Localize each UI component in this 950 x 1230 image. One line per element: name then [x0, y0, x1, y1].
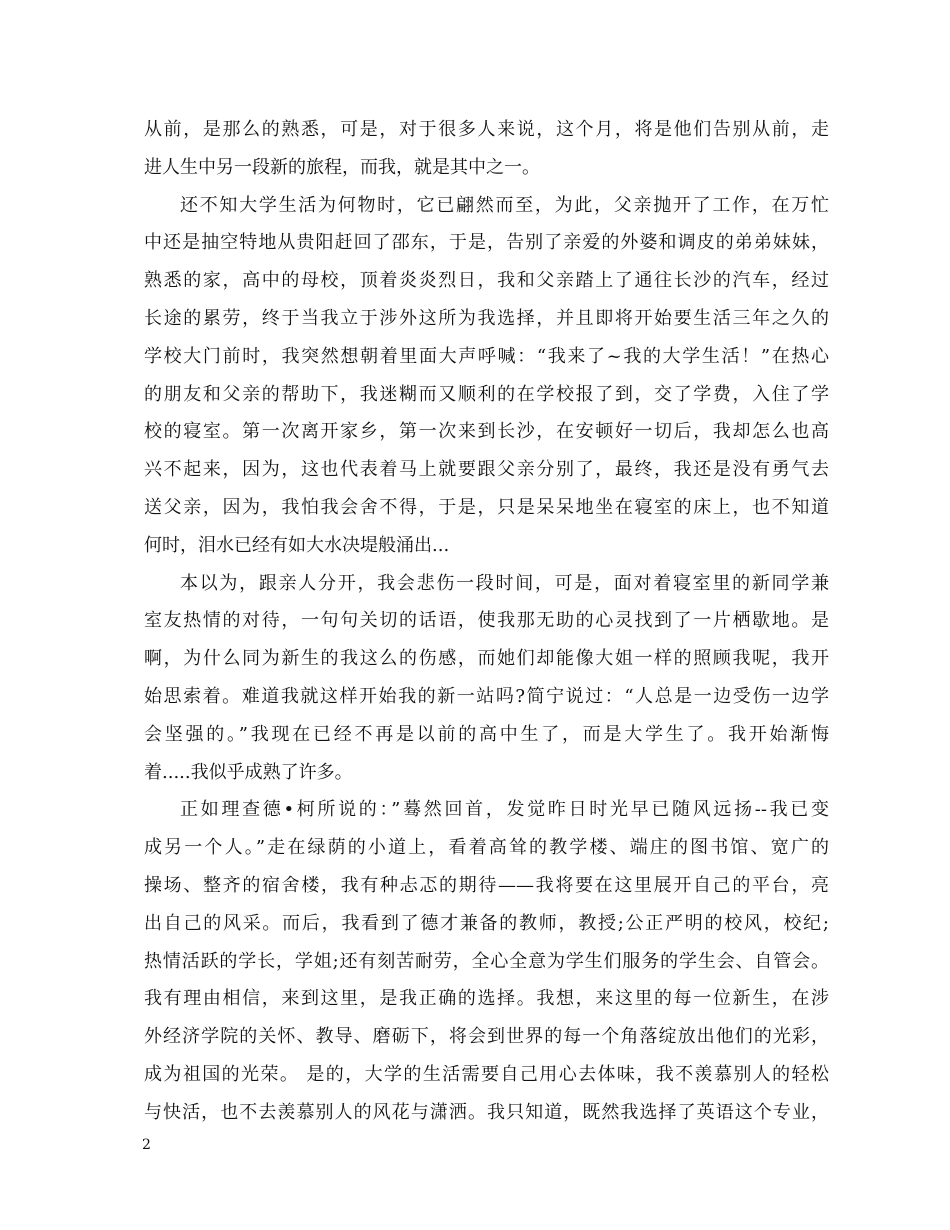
text-line: 热情活跃的学长，学姐;还有刻苦耐劳，全心全意为学生们服务的学生会、自管会。 — [144, 950, 829, 972]
page-number: 2 — [142, 1137, 151, 1153]
text-line: 送父亲，因为，我怕我会舍不得，于是，只是呆呆地坐在寝室的床上，也不知道 — [144, 496, 829, 518]
text-line: 学校大门前时，我突然想朝着里面大声呼喊：“我来了~我的大学生活！”在热心 — [144, 345, 829, 367]
text-line: 校的寝室。第一次离开家乡，第一次来到长沙，在安顿好一切后，我却怎么也高 — [144, 421, 829, 443]
text-line: 操场、整齐的宿舍楼，我有种忐忑的期待——我将要在这里展开自己的平台，亮 — [144, 874, 829, 896]
text-line: 成另一个人。”走在绿荫的小道上，看着高耸的教学楼、端庄的图书馆、宽广的 — [144, 837, 829, 859]
text-line: 进人生中另一段新的旅程，而我，就是其中之一。 — [144, 156, 540, 178]
text-line: 我有理由相信，来到这里，是我正确的选择。我想，来这里的每一位新生，在涉 — [144, 988, 829, 1010]
text-line: 熟悉的家，高中的母校，顶着炎炎烈日，我和父亲踏上了通往长沙的汽车，经过 — [144, 270, 829, 292]
text-line: 中还是抽空特地从贵阳赶回了邵东，于是，告别了亲爱的外婆和调皮的弟弟妹妹， — [144, 232, 829, 254]
text-line: 室友热情的对待，一句句关切的话语，使我那无助的心灵找到了一片栖歇地。是 — [144, 610, 829, 632]
text-line: 还不知大学生活为何物时，它已翩然而至，为此，父亲抛开了工作，在万忙 — [180, 194, 829, 216]
text-line: 长途的累劳，终于当我立于涉外这所为我选择，并且即将开始要生活三年之久的 — [144, 307, 829, 329]
text-line: 本以为，跟亲人分开，我会悲伤一段时间，可是，面对着寝室里的新同学兼 — [180, 572, 829, 594]
text-line: 何时，泪水已经有如大水决堤般涌出... — [144, 534, 450, 556]
text-line: 与快活，也不去羡慕别人的风花与潇洒。我只知道，既然我选择了英语这个专业， — [144, 1101, 829, 1123]
text-line: 成为祖国的光荣。 是的，大学的生活需要自己用心去体味，我不羡慕别人的轻松 — [144, 1063, 829, 1085]
text-line: 正如理查德•柯所说的：”蓦然回首，发觉昨日时光早已随风远扬--我已变 — [180, 799, 829, 821]
text-line: 从前，是那么的熟悉，可是，对于很多人来说，这个月，将是他们告别从前，走 — [144, 119, 829, 140]
text-line: 外经济学院的关怀、教导、磨砺下，将会到世界的每一个角落绽放出他们的光彩， — [144, 1026, 829, 1048]
text-line: 出自己的风采。而后，我看到了德才兼备的教师，教授;公正严明的校风，校纪; — [144, 912, 829, 934]
body-text — [144, 111, 829, 1132]
text-line: 着.....我似乎成熟了许多。 — [144, 761, 353, 783]
text-line: 始思索着。难道我就这样开始我的新一站吗?简宁说过：“人总是一边受伤一边学 — [144, 685, 829, 707]
text-line: 的朋友和父亲的帮助下，我迷糊而又顺利的在学校报了到，交了学费，入住了学 — [144, 383, 829, 405]
text-line: 兴不起来，因为，这也代表着马上就要跟父亲分别了，最终，我还是没有勇气去 — [144, 459, 829, 481]
text-line: 会坚强的。”我现在已经不再是以前的高中生了，而是大学生了。我开始渐悔 — [144, 723, 829, 745]
text-line: 啊，为什么同为新生的我这么的伤感，而她们却能像大姐一样的照顾我呢，我开 — [144, 648, 829, 670]
